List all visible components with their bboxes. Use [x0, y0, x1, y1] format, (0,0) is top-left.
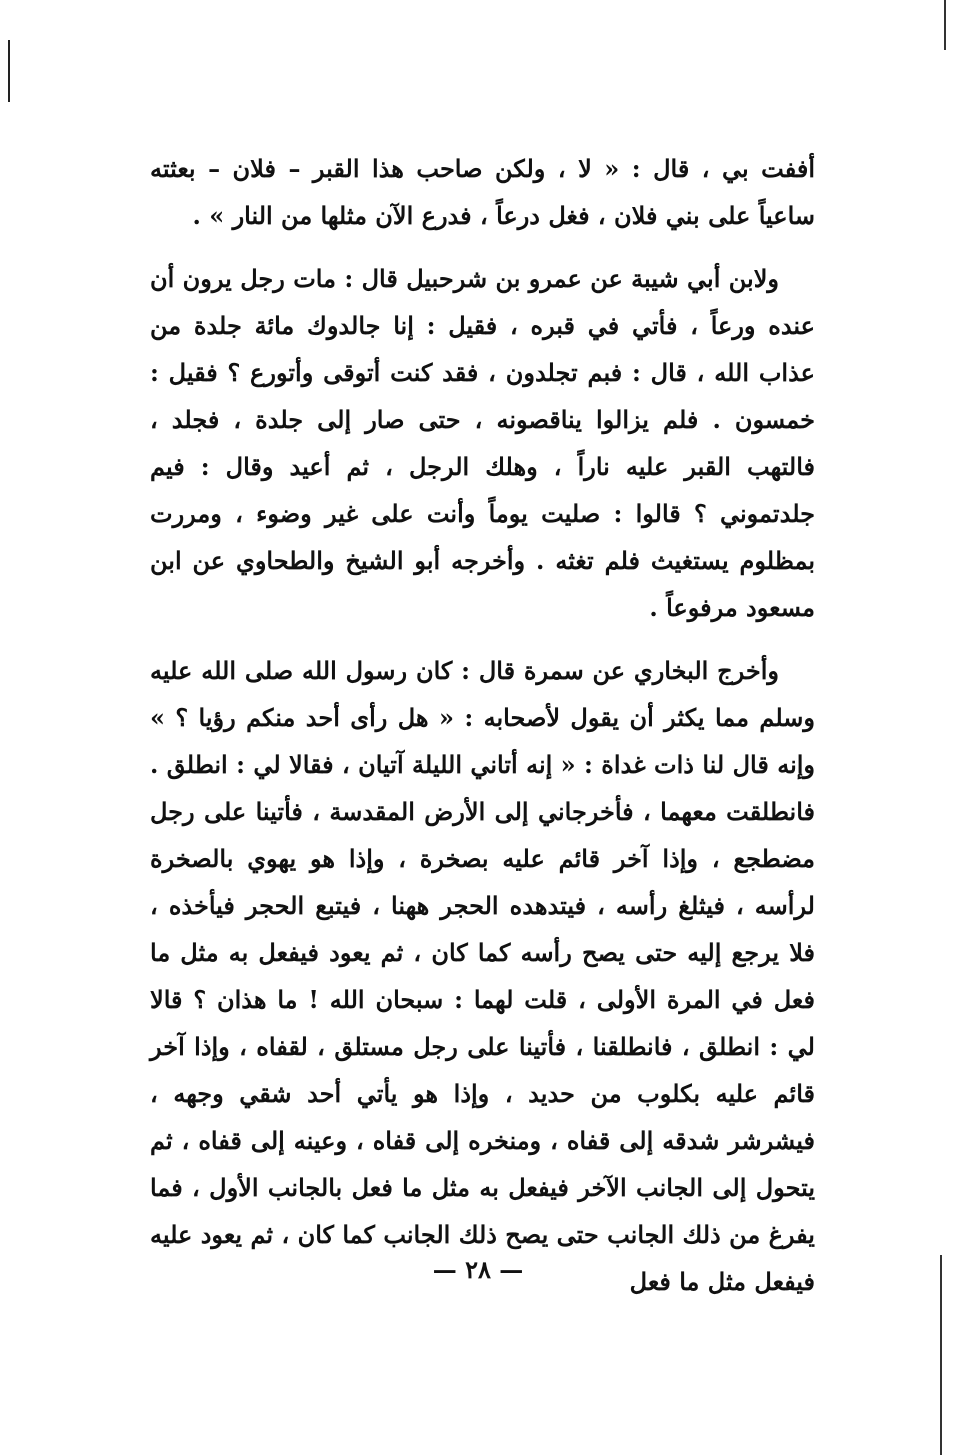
page-body [150, 145, 815, 1321]
scan-edge-mark [8, 40, 10, 102]
paragraph-3: وأخرج البخاري عن سمرة قال : كان رسول الله صلى الله عليه وسلم مما يكثر أن يقول لأصحابه : « هل رأى أحد منكم رؤيا ؟ » وإنه قال لنا ذات غداة : « إنه أتاني الليلة آتيان ، فقالا لي : انطلق . فانطلقت معهما ، فأخرجاني إلى الأرض المقدسة ، فأتينا على رجل مضطجع ، وإذا آخر قائم عليه بصخرة ، وإذا هو يهوي بالصخرة لرأسه ، فيثلغ رأسه ، فيتدهده الحجر ههنا ، فيتبع الحجر فيأخذه ، فلا يرجع إليه حتى يصح رأسه كما كان ، ثم يعود فيفعل به مثل ما فعل في المرة الأولى ، قلت لهما : سبحان الله ! ما هذان ؟ قالا لي : انطلق ، فانطلقنا ، فأتينا على رجل مستلق ، لقفاه ، وإذا آخر قائم عليه بكلوب من حديد ، وإذا هو يأتي أحد شقي وجهه ، فيشرشر شدقه إلى قفاه ، ومنخره إلى قفاه ، وعينه إلى قفاه ، ثم يتحول إلى الجانب الآخر فيفعل به مثل ما فعل بالجانب الأول ، فما يفرغ من ذلك الجانب حتى يصح ذلك الجانب كما كان ، ثم يعود عليه فيفعل مثل ما فعل [150, 656, 815, 1296]
page-number: — ٢٨ — [432, 1255, 524, 1284]
scan-edge-mark [944, 0, 946, 50]
paragraph-1: أففت بي ، قال : « لا ، ولكن صاحب هذا القبر – فلان – بعثته ساعياً على بني فلان ، فغل درعاً ، فدرع الآن مثلها من النار » . [150, 154, 815, 230]
paragraph-2: ولابن أبي شيبة عن عمرو بن شرحبيل قال : مات رجل يرون أن عنده ورعاً ، فأتي في قبره ، فقيل : إنا جالدوك مائة جلدة من عذاب الله ، قال : فبم تجلدون ، فقد كنت أتوقى وأتورع ؟ فقيل : خمسون . فلم يزالوا يناقصونه ، حتى صار إلى جلدة ، فجلد ، فالتهب القبر عليه ناراً ، وهلك الرجل ، ثم أعيد وقال : فيم جلدتموني ؟ قالوا : صليت يوماً وأنت على غير وضوء ، ومررت بمظلوم يستغيث فلم تغثه . وأخرجه أبو الشيخ والطحاوي عن ابن مسعود مرفوعاً . [150, 264, 815, 622]
scan-edge-mark [940, 1255, 942, 1455]
